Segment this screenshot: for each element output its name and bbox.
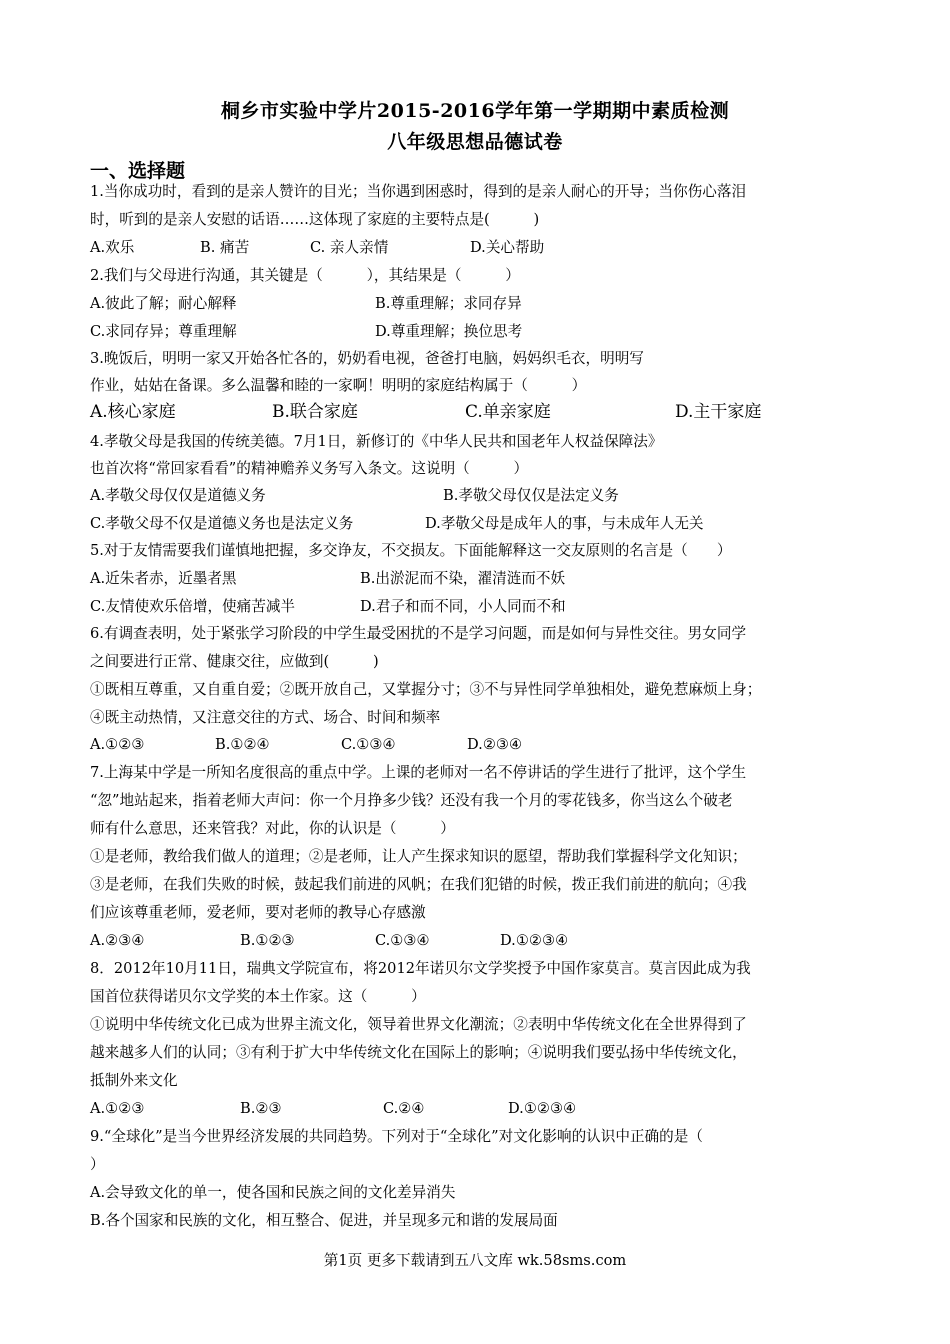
question-2-option-a: A.彼此了解；耐心解释: [90, 295, 237, 312]
page-footer: 第1页 更多下载请到五八文库 wk.58sms.com: [323, 1252, 627, 1269]
question-3-option-b: B.联合家庭: [272, 402, 358, 422]
question-7-stem-line6: 们应该尊重老师，爱老师，要对老师的教导心存感激: [90, 904, 426, 921]
question-4-option-b: B.孝敬父母仅仅是法定义务: [443, 487, 619, 504]
question-6-stem-line4: ④既主动热情，又注意交往的方式、场合、时间和频率: [90, 709, 441, 726]
question-2-option-d: D.尊重理解；换位思考: [375, 323, 523, 340]
question-7-stem-line2: “忽”地站起来，指着老师大声问：你一个月挣多少钱？还没有我一个月的零花钱多，你当这么个破老: [90, 792, 733, 809]
question-8-option-b: B.②③: [240, 1100, 282, 1117]
question-7-option-d: D.①②③④: [500, 932, 569, 949]
question-1-option-a: A.欢乐: [90, 239, 135, 256]
question-6-stem-line2: 之间要进行正常、健康交往，应做到( ): [90, 653, 379, 670]
question-9-option-a: A.会导致文化的单一，使各国和民族之间的文化差异消失: [90, 1184, 456, 1201]
question-1-stem-line2: 时，听到的是亲人安慰的话语……这体现了家庭的主要特点是( ): [90, 211, 540, 228]
question-9-option-b: B.各个国家和民族的文化，相互整合、促进，并呈现多元和谐的发展局面: [90, 1212, 558, 1229]
exam-title-line1: 桐乡市实验中学片2015-2016学年第一学期期中素质检测: [220, 100, 730, 122]
question-7-stem-line3: 师有什么意思，还来管我？对此，你的认识是（ ）: [90, 820, 455, 837]
question-6-option-b: B.①②④: [215, 736, 270, 753]
question-5-stem: 5.对于友情需要我们谨慎地把握，多交诤友，不交损友。下面能解释这一交友原则的名言是（ ）: [90, 542, 732, 559]
question-8-option-a: A.①②③: [90, 1100, 145, 1117]
question-3-stem-line2: 作业，姑姑在备课。多么温馨和睦的一家啊！明明的家庭结构属于（ ）: [90, 377, 587, 394]
question-8-stem-line3: ①说明中华传统文化已成为世界主流文化，领导着世界文化潮流；②表明中华传统文化在全世界得到了: [90, 1016, 747, 1033]
question-5-option-b: B.出淤泥而不染，濯清涟而不妖: [360, 570, 566, 587]
question-9-stem-line1: 9.“全球化”是当今世界经济发展的共同趋势。下列对于“全球化”对文化影响的认识中正确的是（: [90, 1128, 703, 1145]
question-3-option-c: C.单亲家庭: [465, 402, 551, 422]
question-7-option-a: A.②③④: [90, 932, 145, 949]
question-3-option-a: A.核心家庭: [90, 402, 176, 422]
question-7-stem-line4: ①是老师，教给我们做人的道理；②是老师，让人产生探求知识的愿望，帮助我们掌握科学文化知识；: [90, 848, 747, 865]
question-2-option-b: B.尊重理解；求同存异: [375, 295, 522, 312]
question-1-option-c: C. 亲人亲情: [310, 239, 389, 256]
question-5-option-a: A.近朱者赤，近墨者黑: [90, 570, 237, 587]
question-4-option-d: D.孝敬父母是成年人的事，与未成年人无关: [425, 515, 704, 532]
question-1-option-d: D.关心帮助: [470, 239, 545, 256]
question-1-option-b: B. 痛苦: [200, 239, 250, 256]
question-7-stem-line5: ③是老师，在我们失败的时候，鼓起我们前进的风帆；在我们犯错的时候，拨正我们前进的航向；④我: [90, 876, 747, 893]
question-4-stem-line2: 也首次将“常回家看看”的精神赡养义务写入条文。这说明（ ）: [90, 460, 529, 477]
section-heading: 一、选择题: [90, 160, 186, 182]
question-7-option-b: B.①②③: [240, 932, 295, 949]
question-5-option-c: C.友情使欢乐倍增，使痛苦减半: [90, 598, 296, 615]
question-4-option-a: A.孝敬父母仅仅是道德义务: [90, 487, 266, 504]
exam-title-line2: 八年级思想品德试卷: [387, 131, 563, 153]
question-8-option-d: D.①②③④: [508, 1100, 577, 1117]
question-2-stem: 2.我们与父母进行沟通，其关键是（ ），其结果是（ ）: [90, 267, 520, 284]
question-4-option-c: C.孝敬父母不仅是道德义务也是法定义务: [90, 515, 354, 532]
question-3-stem-line1: 3.晚饭后，明明一家又开始各忙各的，奶奶看电视，爸爸打电脑，妈妈织毛衣，明明写: [90, 350, 644, 367]
question-8-option-c: C.②④: [383, 1100, 425, 1117]
question-2-option-c: C.求同存异；尊重理解: [90, 323, 237, 340]
question-8-stem-line4: 越来越多人们的认同；③有利于扩大中华传统文化在国际上的影响；④说明我们要弘扬中华传统文化，: [90, 1044, 747, 1061]
question-1-stem-line1: 1.当你成功时，看到的是亲人赞许的目光；当你遇到困惑时，得到的是亲人耐心的开导；当你伤心落泪: [90, 183, 747, 200]
question-6-option-d: D.②③④: [467, 736, 523, 753]
question-8-stem-line1: 8．2012年10月11日，瑞典文学院宣布，将2012年诺贝尔文学奖授予中国作家莫言。莫言因此成为我: [90, 960, 751, 977]
question-4-stem-line1: 4.孝敬父母是我国的传统美德。7月1日，新修订的《中华人民共和国老年人权益保障法》: [90, 433, 663, 450]
question-6-stem-line1: 6.有调查表明，处于紧张学习阶段的中学生最受困扰的不是学习问题，而是如何与异性交往。男女同学: [90, 625, 747, 642]
question-8-stem-line2: 国首位获得诺贝尔文学奖的本土作家。这（ ）: [90, 988, 426, 1005]
question-9-stem-line2: ）: [90, 1156, 105, 1173]
question-6-stem-line3: ①既相互尊重，又自重自爱；②既开放自己，又掌握分寸；③不与异性同学单独相处，避免惹麻烦上身；: [90, 681, 762, 698]
question-3-option-d: D.主干家庭: [675, 402, 762, 422]
question-6-option-a: A.①②③: [90, 736, 145, 753]
question-6-option-c: C.①③④: [341, 736, 396, 753]
question-8-stem-line5: 抵制外来文化: [90, 1072, 178, 1089]
question-7-option-c: C.①③④: [375, 932, 430, 949]
question-7-stem-line1: 7.上海某中学是一所知名度很高的重点中学。上课的老师对一名不停讲话的学生进行了批评，这个学生: [90, 764, 747, 781]
question-5-option-d: D.君子和而不同，小人同而不和: [360, 598, 566, 615]
